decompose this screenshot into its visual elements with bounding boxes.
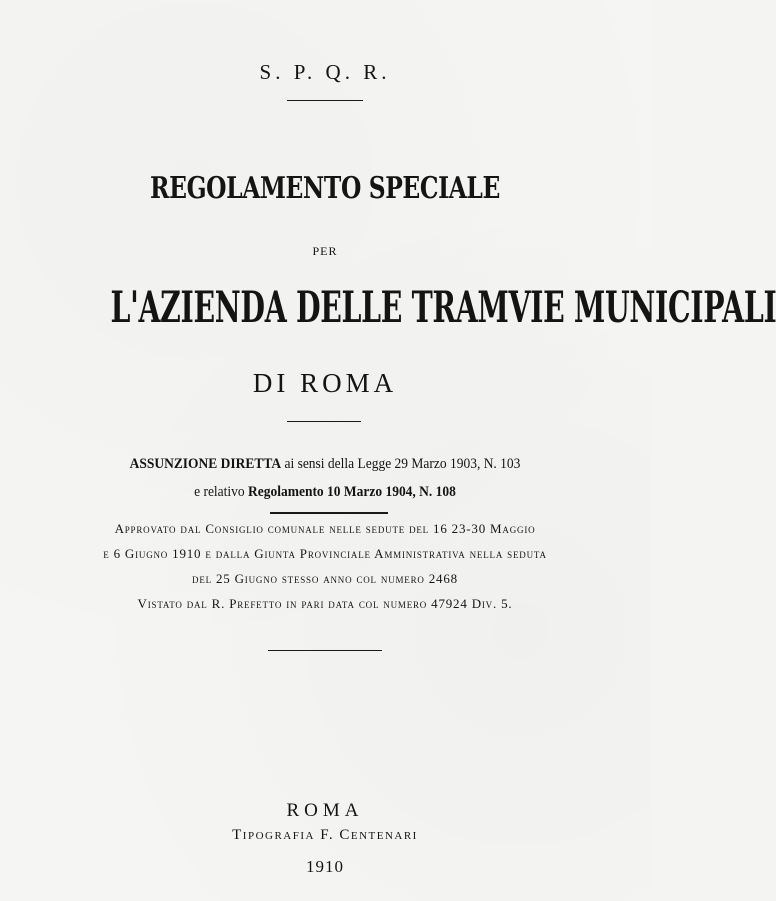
assunzione-line-1 — [23, 456, 628, 473]
assunzione-connector: e relativo — [194, 484, 249, 500]
divider-bottom — [268, 650, 382, 651]
approvazione-line-4: Vistato dal R. Prefetto in pari data col numero 47924 Div. 5. — [137, 596, 513, 611]
spqr-heading: S. P. Q. R. — [259, 60, 391, 84]
divider-after-title — [287, 421, 361, 422]
imprint-printer: Tipografia F. Centenari — [232, 827, 418, 843]
approvazione-line-1: Approvato dal Consiglio comunale nelle sedute del 16 23-30 Maggio — [114, 521, 536, 536]
assunzione-label: ASSUNZIONE DIRETTA — [129, 456, 282, 472]
title-connector: PER — [312, 244, 338, 258]
approvazione-line-2: e 6 Giugno 1910 e dalla Giunta Provinciale Amministrativa nella seduta — [103, 546, 547, 561]
divider-after-assunzione — [270, 512, 388, 514]
document-title-line-2: L'AZIENDA DELLE TRAMVIE MUNICIPALI — [110, 283, 776, 333]
document-title-line-1: REGOLAMENTO SPECIALE — [150, 171, 500, 206]
approvazione-line-3: del 25 Giugno stesso anno col numero 2468 — [192, 571, 458, 586]
document-title-line-3: DI ROMA — [252, 368, 398, 398]
imprint-year: 1910 — [306, 857, 344, 876]
assunzione-regolamento: Regolamento 10 Marzo 1904, N. 108 — [248, 484, 456, 500]
assunzione-legge: ai sensi della Legge 29 Marzo 1903, N. 103 — [281, 456, 521, 472]
assunzione-line-2 — [23, 484, 628, 501]
imprint-city: ROMA — [286, 800, 364, 821]
divider-top — [287, 100, 363, 101]
